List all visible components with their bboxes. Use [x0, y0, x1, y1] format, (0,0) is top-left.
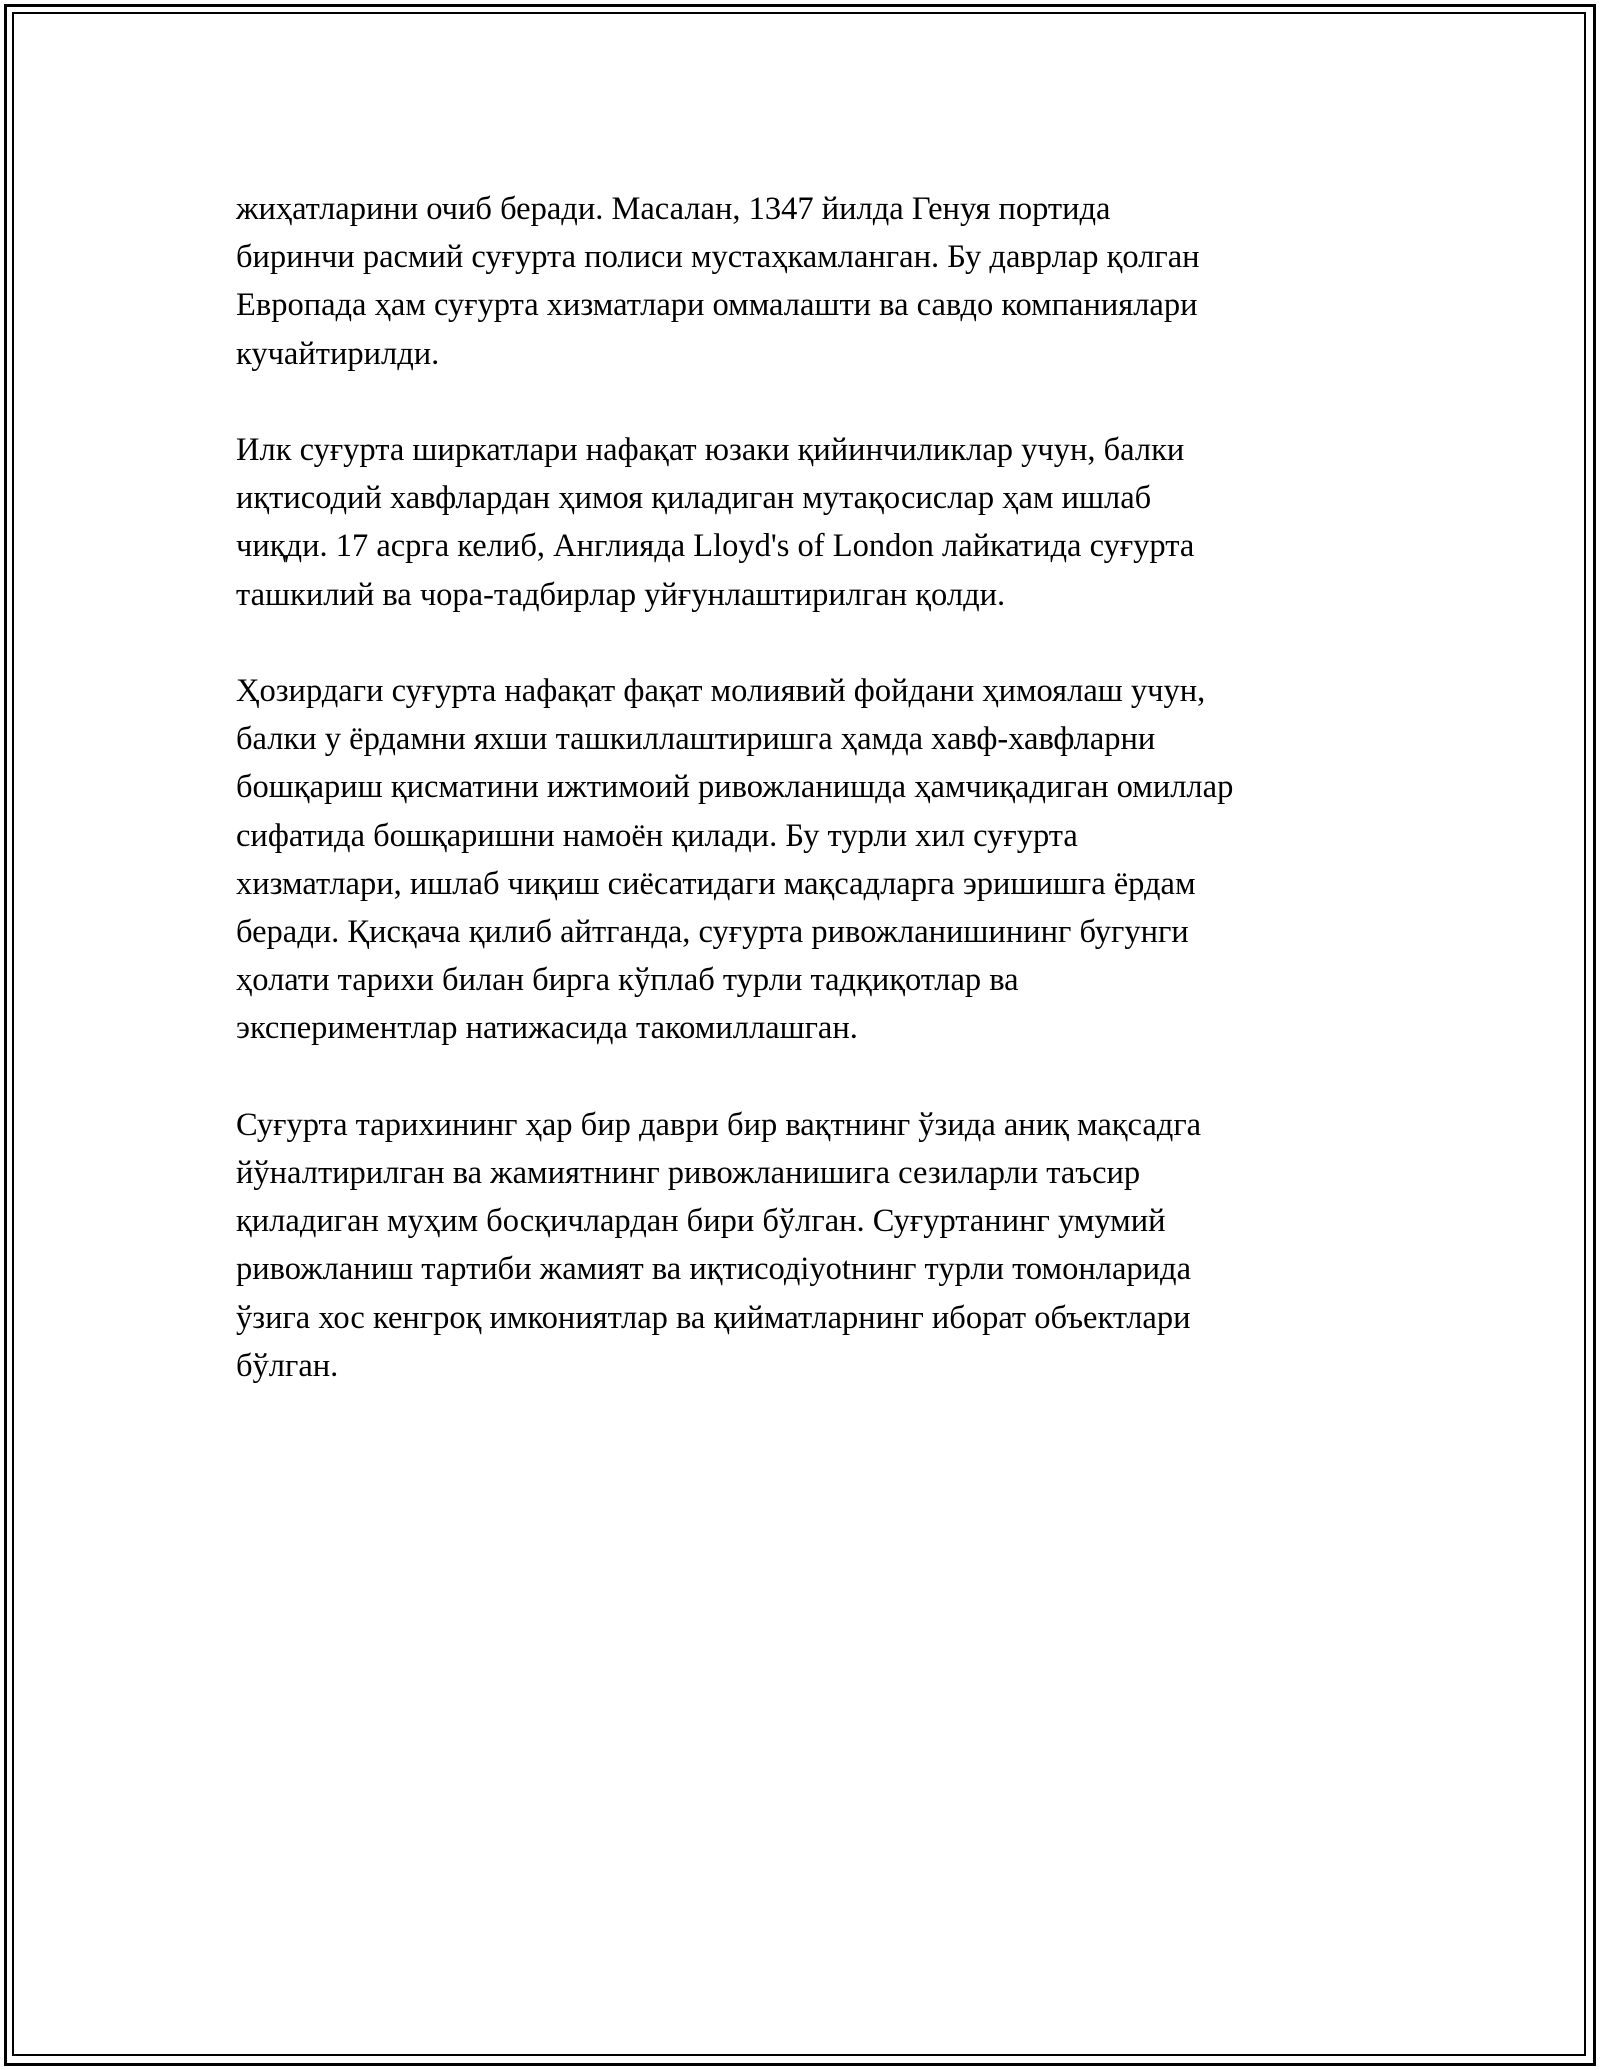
text-line: биринчи расмий суғурта полиси мустаҳкамланган. Бу даврлар қолган [236, 239, 1200, 276]
text-line: бўлган. [236, 1347, 339, 1384]
text-line: ривожланиш тартиби жамият ва иқтисодiyotнинг турли томонларида [236, 1251, 1192, 1288]
text-line: ташкилий ва чора-тадбирлар уйғунлаштирилган қолди. [236, 576, 1006, 613]
text-line: хизматлари, ишлаб чиқиш сиёсатидаги мақсадларга эришишга ёрдам [236, 865, 1196, 902]
text-line: Илк суғурта ширкатлари нафақат юзаки қийинчиликлар учун, балки [236, 432, 1185, 468]
text-line: сифатида бошқаришни намоён қилади. Бу турли хил суғурта [236, 817, 1078, 854]
text-line: беради. Қисқача қилиб айтганда, суғурта ривожланишининг бугунги [236, 914, 1189, 951]
paragraph [236, 667, 1386, 1053]
text-line: ҳолати тарихи билан бирга кўплаб турли тадқиқотлар ва [236, 962, 1019, 999]
text-line: қиладиган муҳим босқичлардан бири бўлган. Суғуртанинг умумий [236, 1203, 1166, 1240]
text-line: кучайтирилди. [236, 335, 440, 372]
text-line: йўналтирилган ва жамиятнинг ривожланишига сезиларли таъсир [236, 1155, 1141, 1192]
paragraph [236, 185, 1386, 378]
text-line: иқтисодий хавфлардан ҳимоя қиладиган мутақосислар ҳам ишлаб [236, 480, 1152, 517]
paragraph [236, 1101, 1386, 1390]
paragraph [236, 426, 1386, 619]
text-line: бошқариш қисматини ижтимоий ривожланишда ҳамчиқадиган омиллар [236, 769, 1234, 806]
text-line: ўзига хос кенгроқ имкониятлар ва қийматларнинг иборат объектлари [236, 1299, 1191, 1336]
text-line: Европада ҳам суғурта хизматлари оммалашти ва савдо компаниялари [236, 287, 1198, 324]
text-line: чиқди. 17 асрга келиб, Англияда Lloyd's of London лайкатида суғурта [236, 528, 1195, 565]
text-line: Суғурта тарихининг ҳар бир даври бир вақтнинг ўзида аниқ мақсадга [236, 1106, 1202, 1143]
document-body [236, 185, 1386, 1438]
text-line: балки у ёрдамни яхши ташкиллаштиришга ҳамда хавф-хавфларни [236, 721, 1156, 758]
text-line: жиҳатларини очиб беради. Масалан, 1347 йилда Генуя портида [236, 191, 1111, 227]
text-line: экспериментлар натижасида такомиллашган. [236, 1010, 858, 1047]
text-line: Ҳозирдаги суғурта нафақат фақат молиявий фойдани ҳимоялаш учун, [236, 673, 1206, 709]
